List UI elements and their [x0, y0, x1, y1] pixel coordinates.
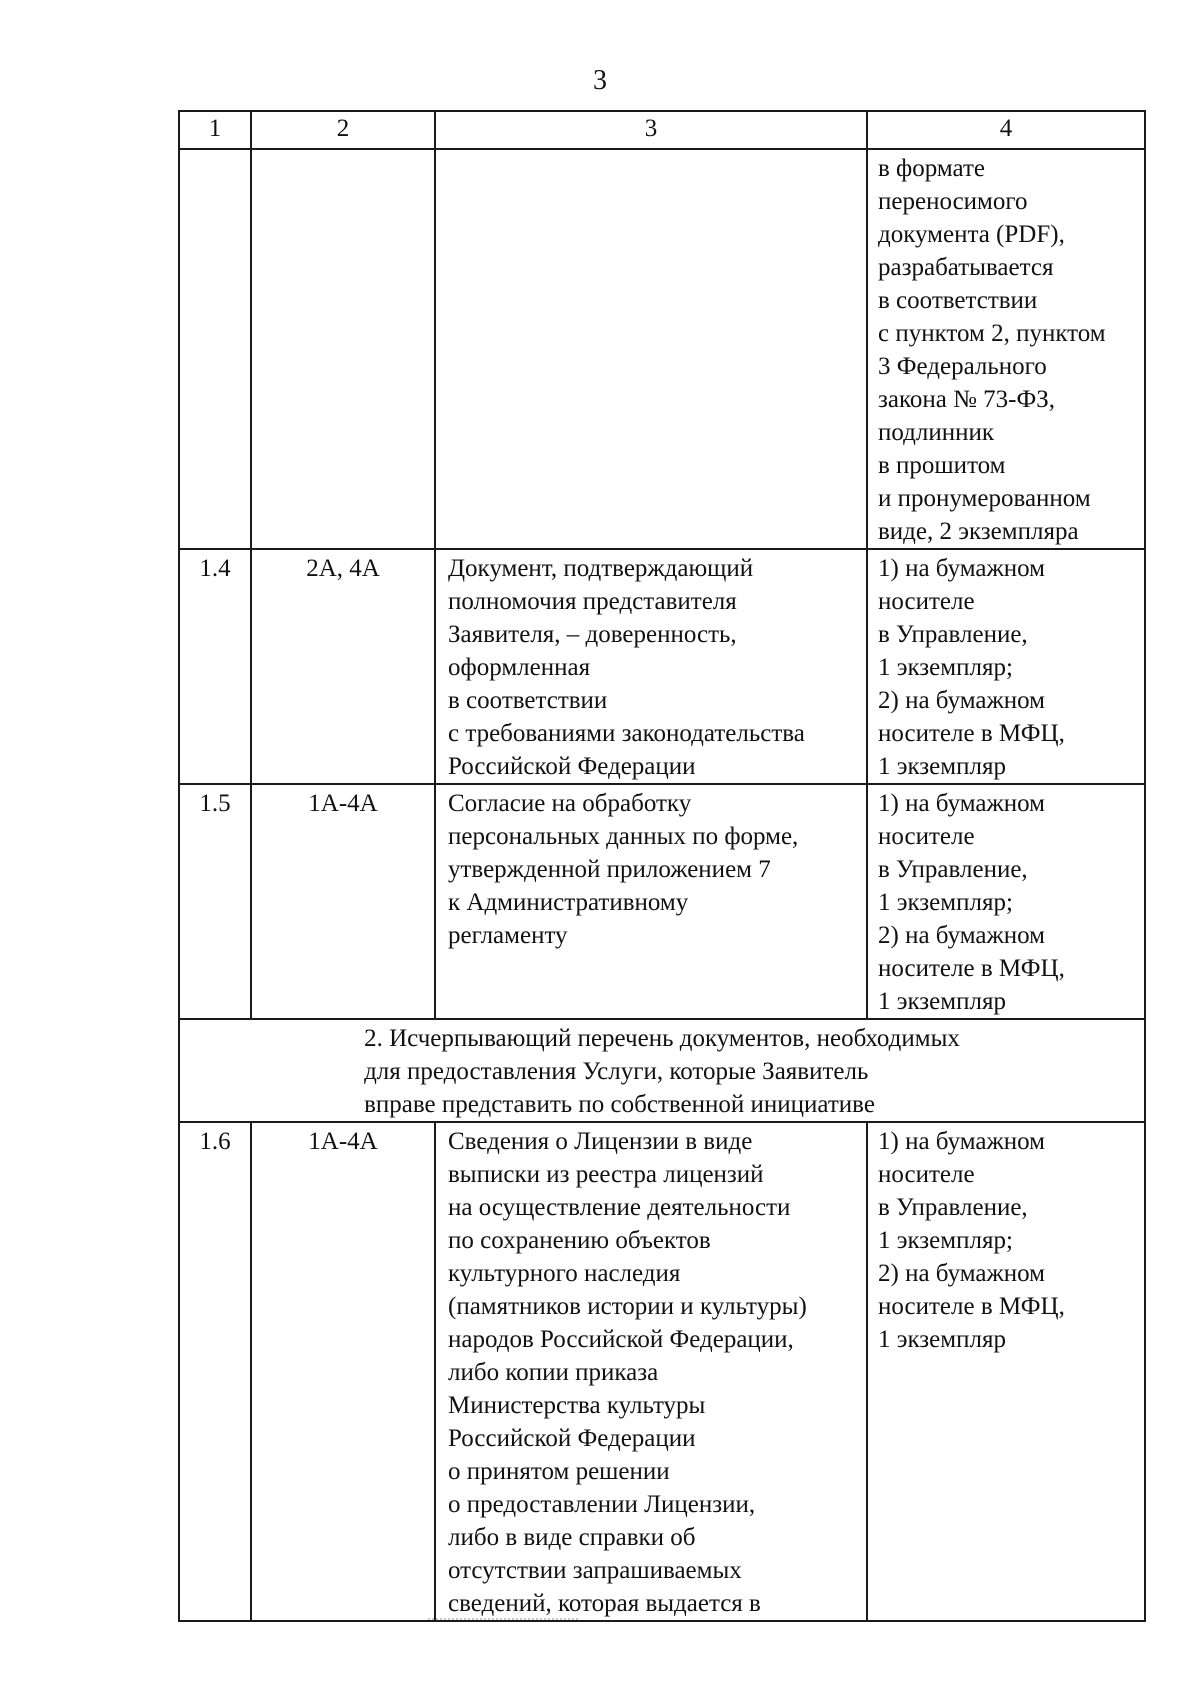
header-col-2: 2 — [251, 111, 435, 149]
row-categories: 2А, 4А — [251, 549, 435, 784]
table-header-row — [179, 111, 1145, 149]
row-number — [179, 149, 251, 549]
table-row — [179, 784, 1145, 1019]
section-heading — [179, 1019, 1145, 1122]
table-row — [179, 549, 1145, 784]
header-col-1: 1 — [179, 111, 251, 149]
row-description: Согласие на обработку персональных данных по форме, утвержденной приложением 7 к Административному регламенту — [435, 784, 867, 1019]
row-submission-form: в формате переносимого документа (PDF), разрабатывается в соответствии с пунктом 2, пунктом 3 Федерального закона № 73-ФЗ, подлинник в прошитом и пронумерованном виде, 2 экземпляра — [867, 149, 1145, 549]
row-categories — [251, 149, 435, 549]
section-heading-row — [179, 1019, 1145, 1122]
section-title: 2. Исчерпывающий перечень документов, необходимых для предоставления Услуги, которые Заявитель вправе представить по собственной инициативе — [364, 1025, 960, 1118]
row-number: 1.6 — [179, 1122, 251, 1621]
table-row — [179, 1122, 1145, 1621]
row-submission-form: 1) на бумажном носителе в Управление, 1 экземпляр; 2) на бумажном носителе в МФЦ, 1 экземпляр — [867, 784, 1145, 1019]
header-col-4: 4 — [867, 111, 1145, 149]
table-row — [179, 149, 1145, 549]
row-number: 1.4 — [179, 549, 251, 784]
header-col-3: 3 — [435, 111, 867, 149]
row-categories: 1А-4А — [251, 784, 435, 1019]
row-description — [435, 149, 867, 549]
row-categories: 1А-4А — [251, 1122, 435, 1621]
page-number: 3 — [593, 65, 607, 96]
scan-artifact — [428, 1612, 578, 1620]
row-submission-form: 1) на бумажном носителе в Управление, 1 экземпляр; 2) на бумажном носителе в МФЦ, 1 экземпляр — [867, 1122, 1145, 1621]
row-description: Документ, подтверждающий полномочия представителя Заявителя, – доверенность, оформленная в соответствии с требованиями законодательства Российской Федерации — [435, 549, 867, 784]
documents-table — [178, 110, 1146, 1622]
row-number: 1.5 — [179, 784, 251, 1019]
row-description: Сведения о Лицензии в виде выписки из реестра лицензий на осуществление деятельности по сохранению объектов культурного наследия (памятников истории и культуры) народов Российской Федерации, либо копии приказа Министерства культуры Российской Федерации о принятом решении о предоставлении Лицензии, либо в виде справки об отсутствии запрашиваемых сведений, которая выдается в — [435, 1122, 867, 1621]
row-submission-form: 1) на бумажном носителе в Управление, 1 экземпляр; 2) на бумажном носителе в МФЦ, 1 экземпляр — [867, 549, 1145, 784]
